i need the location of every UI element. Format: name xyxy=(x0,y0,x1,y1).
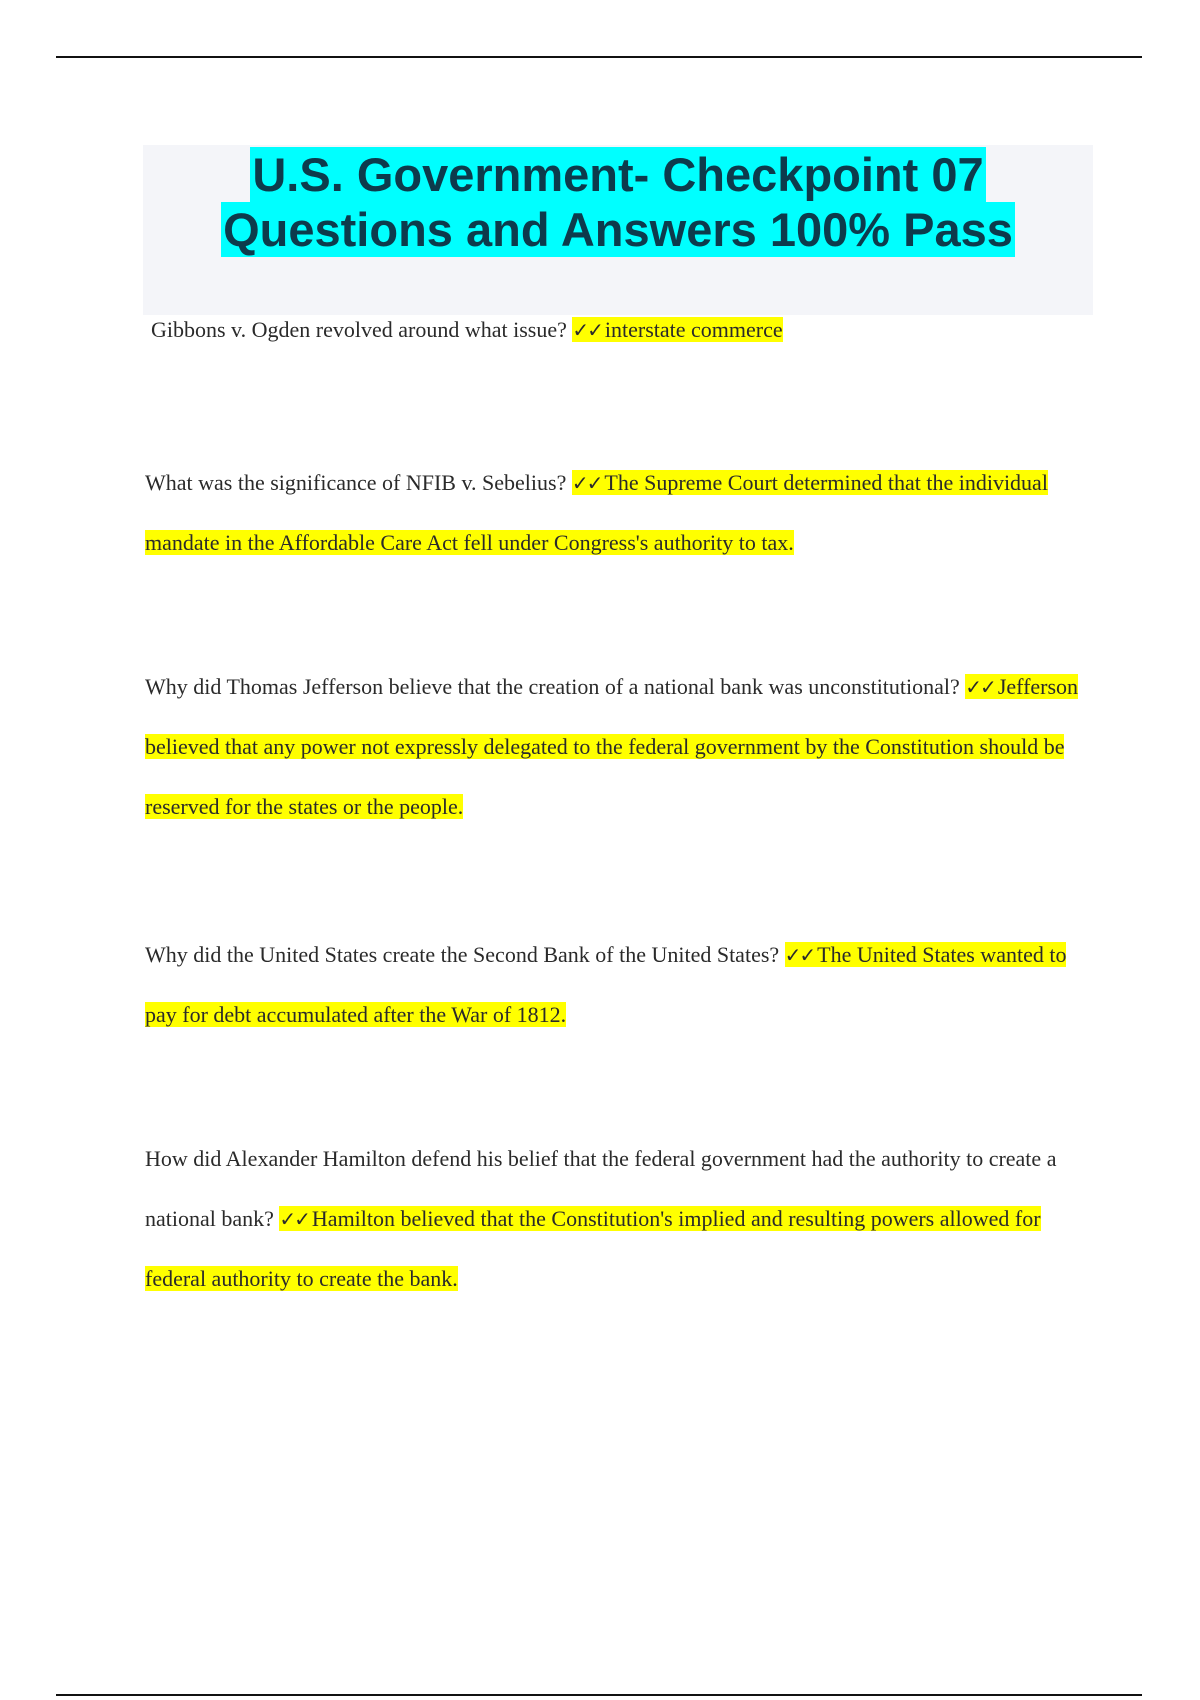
qa-item xyxy=(145,1129,1085,1309)
qa-item xyxy=(151,300,1091,360)
title-line-1: U.S. Government- Checkpoint 07 xyxy=(252,148,984,201)
check-icon: ✓✓ xyxy=(571,471,602,495)
check-icon: ✓✓ xyxy=(572,318,602,342)
answer-highlight xyxy=(145,1206,1041,1291)
check-icon: ✓✓ xyxy=(279,1207,309,1231)
answer-text: The United States wanted to pay for debt accumulated after the War of 1812. xyxy=(145,942,1067,1027)
bottom-rule xyxy=(56,1694,1142,1696)
qa-item xyxy=(145,453,1085,573)
title-line-2: Questions and Answers 100% Pass xyxy=(223,203,1013,256)
answer-text: Hamilton believed that the Constitution's implied and resulting powers allowed for federal authority to create the bank. xyxy=(145,1206,1041,1291)
answer-text: The Supreme Court determined that the individual mandate in the Affordable Care Act fell under Congress's authority to tax. xyxy=(145,470,1048,555)
title-block xyxy=(143,145,1093,315)
answer-text: Jefferson believed that any power not expressly delegated to the federal government by the Constitution should be reserved for the states or the people. xyxy=(145,674,1079,819)
check-icon: ✓✓ xyxy=(965,675,995,699)
question-text: How did Alexander Hamilton defend his belief that the federal government had the authority to create a national bank? xyxy=(145,1146,1057,1231)
answer-highlight xyxy=(572,317,782,342)
question-text: What was the significance of NFIB v. Sebelius? xyxy=(145,470,567,495)
top-rule xyxy=(56,56,1142,58)
question-text: Why did Thomas Jefferson believe that the creation of a national bank was unconstitutional? xyxy=(145,674,960,699)
question-text: Gibbons v. Ogden revolved around what issue? xyxy=(151,317,567,342)
qa-item xyxy=(145,657,1085,837)
qa-item xyxy=(145,925,1085,1045)
page-title xyxy=(143,145,1093,257)
answer-text: interstate commerce xyxy=(604,317,783,342)
question-text: Why did the United States create the Second Bank of the United States? xyxy=(145,942,780,967)
check-icon: ✓✓ xyxy=(784,943,815,967)
